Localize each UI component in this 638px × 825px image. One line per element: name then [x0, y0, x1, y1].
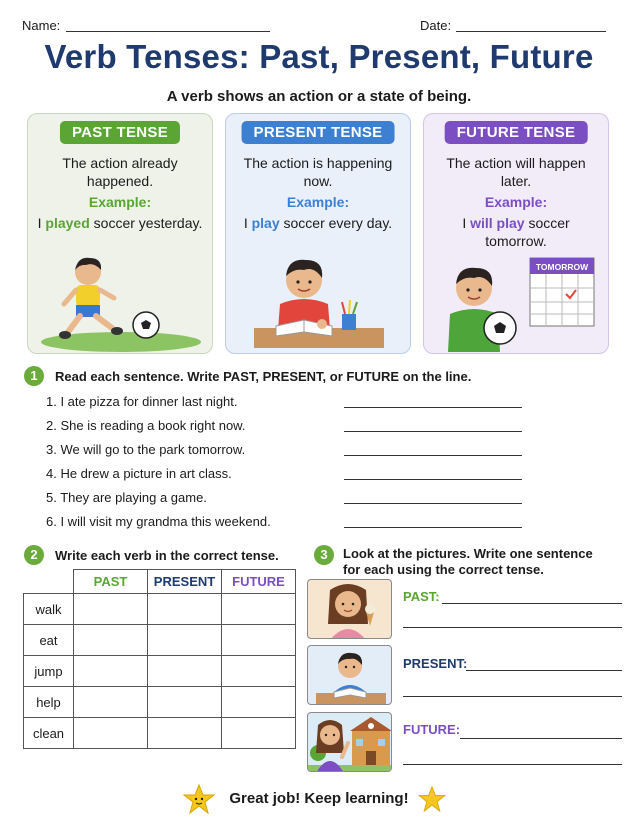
- table-row: [24, 625, 296, 656]
- past-sentence-line-2[interactable]: [403, 627, 622, 628]
- answer-line-6[interactable]: [344, 527, 522, 528]
- future-sentence-label: FUTURE:: [403, 722, 461, 737]
- verb-cell: clean: [24, 718, 74, 749]
- girl-school-illustration: [308, 713, 392, 772]
- page-subtitle: A verb shows an action or a state of being.: [166, 88, 472, 105]
- answer-cell[interactable]: [74, 718, 148, 749]
- verb-cell: help: [24, 687, 74, 718]
- table-row: [24, 718, 296, 749]
- col-header-present: PRESENT: [148, 570, 222, 594]
- answer-line-5[interactable]: [344, 503, 522, 504]
- present-example-sentence: I play soccer every day.: [243, 215, 393, 231]
- verb-cell: eat: [24, 625, 74, 656]
- girl-ice-cream-illustration: [308, 580, 392, 639]
- section-1-number: 1: [24, 366, 44, 386]
- future-example-sentence: I will play soccer tomorrow.: [462, 215, 570, 249]
- past-example-sentence: I played soccer yesterday.: [37, 215, 203, 231]
- section-1-title: Read each sentence. Write PAST, PRESENT, or FUTURE on the line.: [55, 369, 472, 384]
- name-line[interactable]: [66, 31, 270, 32]
- answer-cell[interactable]: [74, 656, 148, 687]
- past-picture: [307, 579, 392, 639]
- boy-writing-illustration: [226, 252, 412, 352]
- past-tense-badge: PAST TENSE: [60, 121, 180, 144]
- answer-cell[interactable]: [74, 625, 148, 656]
- present-tense-card: [225, 113, 411, 354]
- present-sentence-line-2[interactable]: [403, 696, 622, 697]
- section-2-number: 2: [24, 545, 44, 565]
- answer-cell[interactable]: [222, 718, 296, 749]
- verb-tense-table: [23, 569, 296, 749]
- answer-cell[interactable]: [148, 625, 222, 656]
- present-picture: [307, 645, 392, 705]
- answer-line-1[interactable]: [344, 407, 522, 408]
- present-sentence-line-1[interactable]: [466, 670, 622, 671]
- answer-line-2[interactable]: [344, 431, 522, 432]
- col-header-past: PAST: [74, 570, 148, 594]
- answer-cell[interactable]: [222, 594, 296, 625]
- present-example-label: Example:: [286, 194, 350, 210]
- present-tense-badge: PRESENT TENSE: [242, 121, 395, 144]
- answer-line-3[interactable]: [344, 455, 522, 456]
- date-label: Date:: [420, 18, 452, 33]
- answer-cell[interactable]: [148, 718, 222, 749]
- table-row: [24, 687, 296, 718]
- past-desc: The action already happened.: [62, 155, 178, 189]
- boy-reading-illustration: [308, 646, 392, 705]
- future-sentence-line-2[interactable]: [403, 764, 622, 765]
- footer-message: Great job! Keep learning!: [229, 790, 409, 807]
- page-title: Verb Tenses: Past, Present, Future: [44, 38, 594, 75]
- question-6: 6. I will visit my grandma this weekend.: [46, 514, 271, 529]
- future-picture: [307, 712, 392, 772]
- answer-cell[interactable]: [222, 687, 296, 718]
- section-3-number: 3: [314, 545, 334, 565]
- name-label: Name:: [22, 18, 61, 33]
- verb-cell: walk: [24, 594, 74, 625]
- boy-with-ball-calendar-illustration: [424, 252, 610, 352]
- table-row: [24, 656, 296, 687]
- star-icon: [418, 786, 446, 812]
- answer-cell[interactable]: [148, 656, 222, 687]
- calendar-icon: [530, 258, 594, 326]
- future-example-label: Example:: [484, 194, 548, 210]
- answer-cell[interactable]: [148, 594, 222, 625]
- col-header-future: FUTURE: [222, 570, 296, 594]
- boy-kicking-ball-illustration: [28, 252, 214, 352]
- answer-cell[interactable]: [148, 687, 222, 718]
- question-2: 2. She is reading a book right now.: [46, 418, 246, 433]
- past-example-label: Example:: [88, 194, 152, 210]
- answer-cell[interactable]: [222, 625, 296, 656]
- question-1: 1. I ate pizza for dinner last night.: [46, 394, 238, 409]
- question-5: 5. They are playing a game.: [46, 490, 207, 505]
- future-desc: The action will happen later.: [446, 155, 586, 189]
- past-verb: played: [45, 215, 90, 231]
- answer-line-4[interactable]: [344, 479, 522, 480]
- past-sentence-line-1[interactable]: [442, 603, 622, 604]
- section-2-title: Write each verb in the correct tense.: [55, 548, 279, 563]
- answer-cell[interactable]: [74, 594, 148, 625]
- answer-cell[interactable]: [222, 656, 296, 687]
- present-desc: The action is happening now.: [243, 155, 393, 189]
- future-tense-badge: FUTURE TENSE: [445, 121, 588, 144]
- date-line[interactable]: [456, 31, 606, 32]
- future-verb: will play: [470, 215, 525, 231]
- present-sentence-label: PRESENT:: [403, 656, 468, 671]
- past-sentence-label: PAST:: [403, 589, 440, 604]
- table-row: [24, 594, 296, 625]
- question-3: 3. We will go to the park tomorrow.: [46, 442, 246, 457]
- question-4: 4. He drew a picture in art class.: [46, 466, 232, 481]
- future-sentence-line-1[interactable]: [460, 738, 622, 739]
- past-tense-card: [27, 113, 213, 354]
- calendar-label: TOMORROW: [535, 262, 589, 272]
- future-tense-card: [423, 113, 609, 354]
- section-3-title: Look at the pictures. Write one sentence for each using the correct tense.: [343, 546, 593, 577]
- present-verb: play: [251, 215, 280, 231]
- answer-cell[interactable]: [74, 687, 148, 718]
- verb-cell: jump: [24, 656, 74, 687]
